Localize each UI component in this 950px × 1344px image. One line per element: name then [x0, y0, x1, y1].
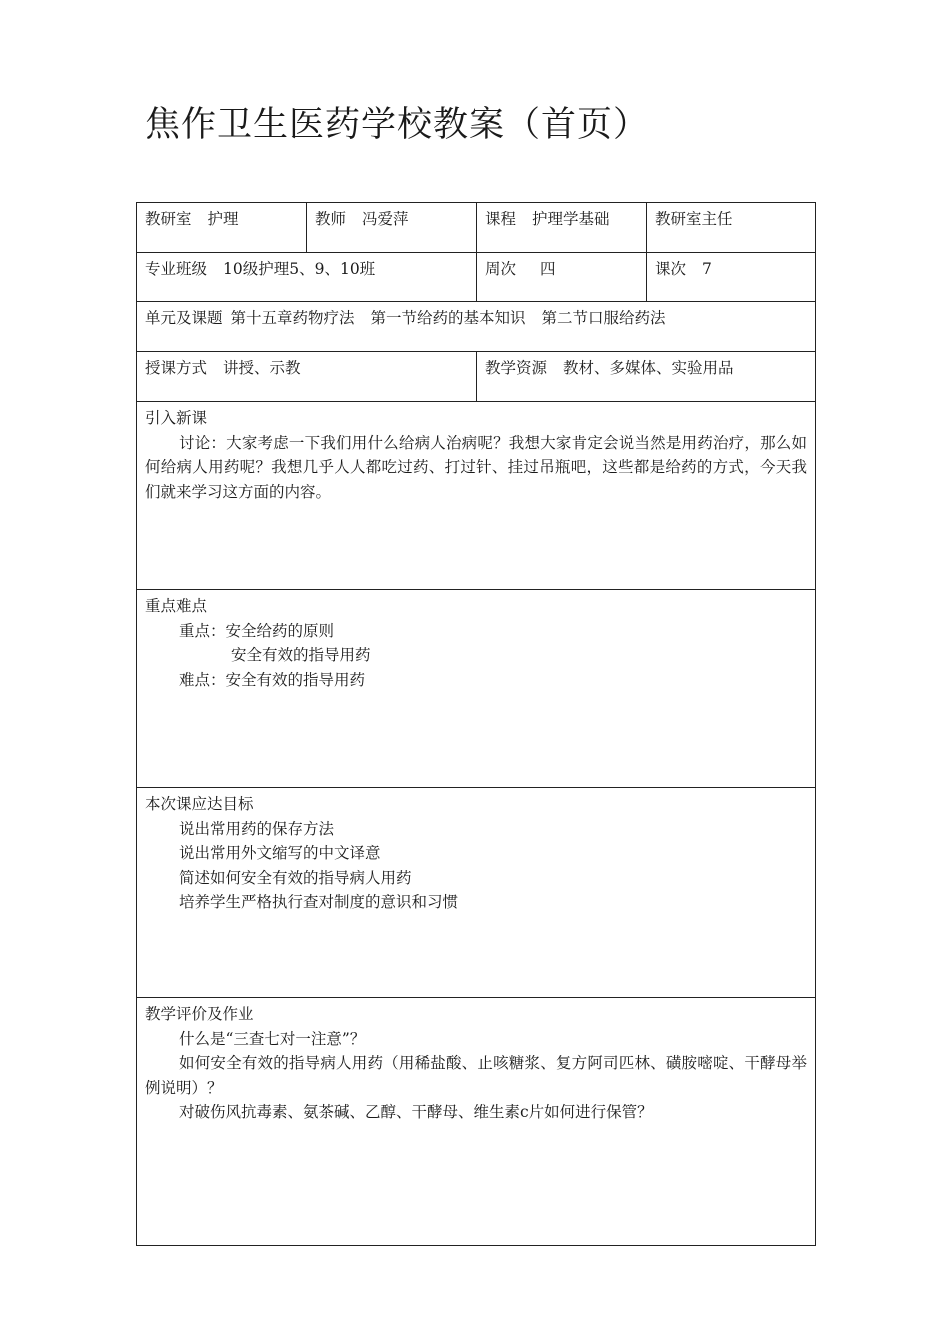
resource-label: 教学资源: [485, 359, 548, 377]
unit-chapter: 第十五章药物疗法: [230, 309, 355, 327]
objective-item: 说出常用外文缩写的中文译意: [179, 844, 381, 862]
difficult-label: 难点：: [179, 670, 226, 689]
header-row: [137, 203, 815, 253]
teacher-label: 教师: [315, 210, 347, 228]
key-item-1: 安全给药的原则: [225, 621, 335, 640]
lesson-plan-table: [136, 202, 816, 1246]
objectives-section: [137, 788, 815, 998]
class-value: 10级护理5、9、10班: [223, 260, 376, 278]
unit-section-1: 第一节给药的基本知识: [370, 309, 526, 327]
key-label: 重点：: [179, 621, 226, 640]
week-label: 周次: [485, 260, 517, 278]
lesson-value: 7: [702, 260, 712, 278]
method-label: 授课方式: [145, 359, 208, 377]
key-item-2: 安全有效的指导用药: [231, 646, 371, 664]
class-label: 专业班级: [145, 260, 208, 278]
director-label: 教研室主任: [655, 210, 733, 228]
teacher-cell: [306, 203, 476, 252]
intro-section: [137, 402, 815, 590]
key-points-section: [137, 590, 815, 788]
lesson-cell: [646, 253, 815, 301]
unit-label: 单元及课题: [145, 309, 223, 327]
objective-item: 说出常用药的保存方法: [179, 819, 335, 838]
method-value: 讲授、示教: [223, 359, 301, 377]
key-points-heading: 重点难点: [145, 597, 208, 615]
difficult-item: 安全有效的指导用药: [225, 670, 366, 689]
director-cell: [646, 203, 815, 252]
evaluation-item: 如何安全有效的指导病人用药（用稀盐酸、止咳糖浆、复方阿司匹林、磺胺嘧啶、干酵母举例说明）？: [145, 1054, 807, 1097]
objectives-heading: 本次课应达目标: [145, 795, 254, 813]
intro-text: 讨论：大家考虑一下我们用什么给病人治病呢？我想大家肯定会说当然是用药治疗，那么如何给病人用药呢？我想几乎人人都吃过药、打过针、挂过吊瓶吧，这些都是给药的方式，今天我们就来学习这方面的内容。: [145, 433, 807, 501]
class-row: [137, 253, 815, 302]
method-cell: [137, 352, 476, 401]
course-cell: [476, 203, 646, 252]
evaluation-block: [137, 998, 815, 1245]
dept-value: 护理: [207, 210, 239, 228]
objective-item: 简述如何安全有效的指导病人用药: [179, 868, 412, 887]
teacher-value: 冯爱萍: [362, 210, 409, 228]
dept-cell: [137, 203, 306, 252]
unit-cell: [137, 302, 815, 351]
intro-heading: 引入新课: [145, 409, 208, 427]
unit-row: [137, 302, 815, 352]
key-points-block: [137, 590, 815, 787]
evaluation-item: 什么是“三查七对一注意”？: [179, 1029, 366, 1048]
class-cell: [137, 253, 476, 301]
evaluation-section: [137, 998, 815, 1245]
lesson-label: 课次: [655, 260, 687, 278]
unit-section-2: 第二节口服给药法: [541, 309, 666, 327]
evaluation-item: 对破伤风抗毒素、氨茶碱、乙醇、干酵母、维生素c片如何进行保管？: [179, 1103, 653, 1121]
intro-block: [137, 402, 815, 589]
evaluation-heading: 教学评价及作业: [145, 1005, 254, 1023]
objective-item: 培养学生严格执行查对制度的意识和习惯: [179, 893, 459, 911]
course-value: 护理学基础: [532, 210, 610, 228]
resource-value: 教材、多媒体、实验用品: [563, 359, 734, 377]
course-label: 课程: [485, 210, 517, 228]
page-title: 焦作卫生医药学校教案（首页）: [145, 105, 650, 145]
week-value: 四: [540, 260, 556, 278]
dept-label: 教研室: [145, 210, 192, 228]
method-row: [137, 352, 815, 402]
resource-cell: [476, 352, 815, 401]
objectives-block: [137, 788, 815, 997]
week-cell: [476, 253, 646, 301]
key-point-line-1: [145, 619, 807, 644]
difficult-line: [145, 668, 807, 693]
